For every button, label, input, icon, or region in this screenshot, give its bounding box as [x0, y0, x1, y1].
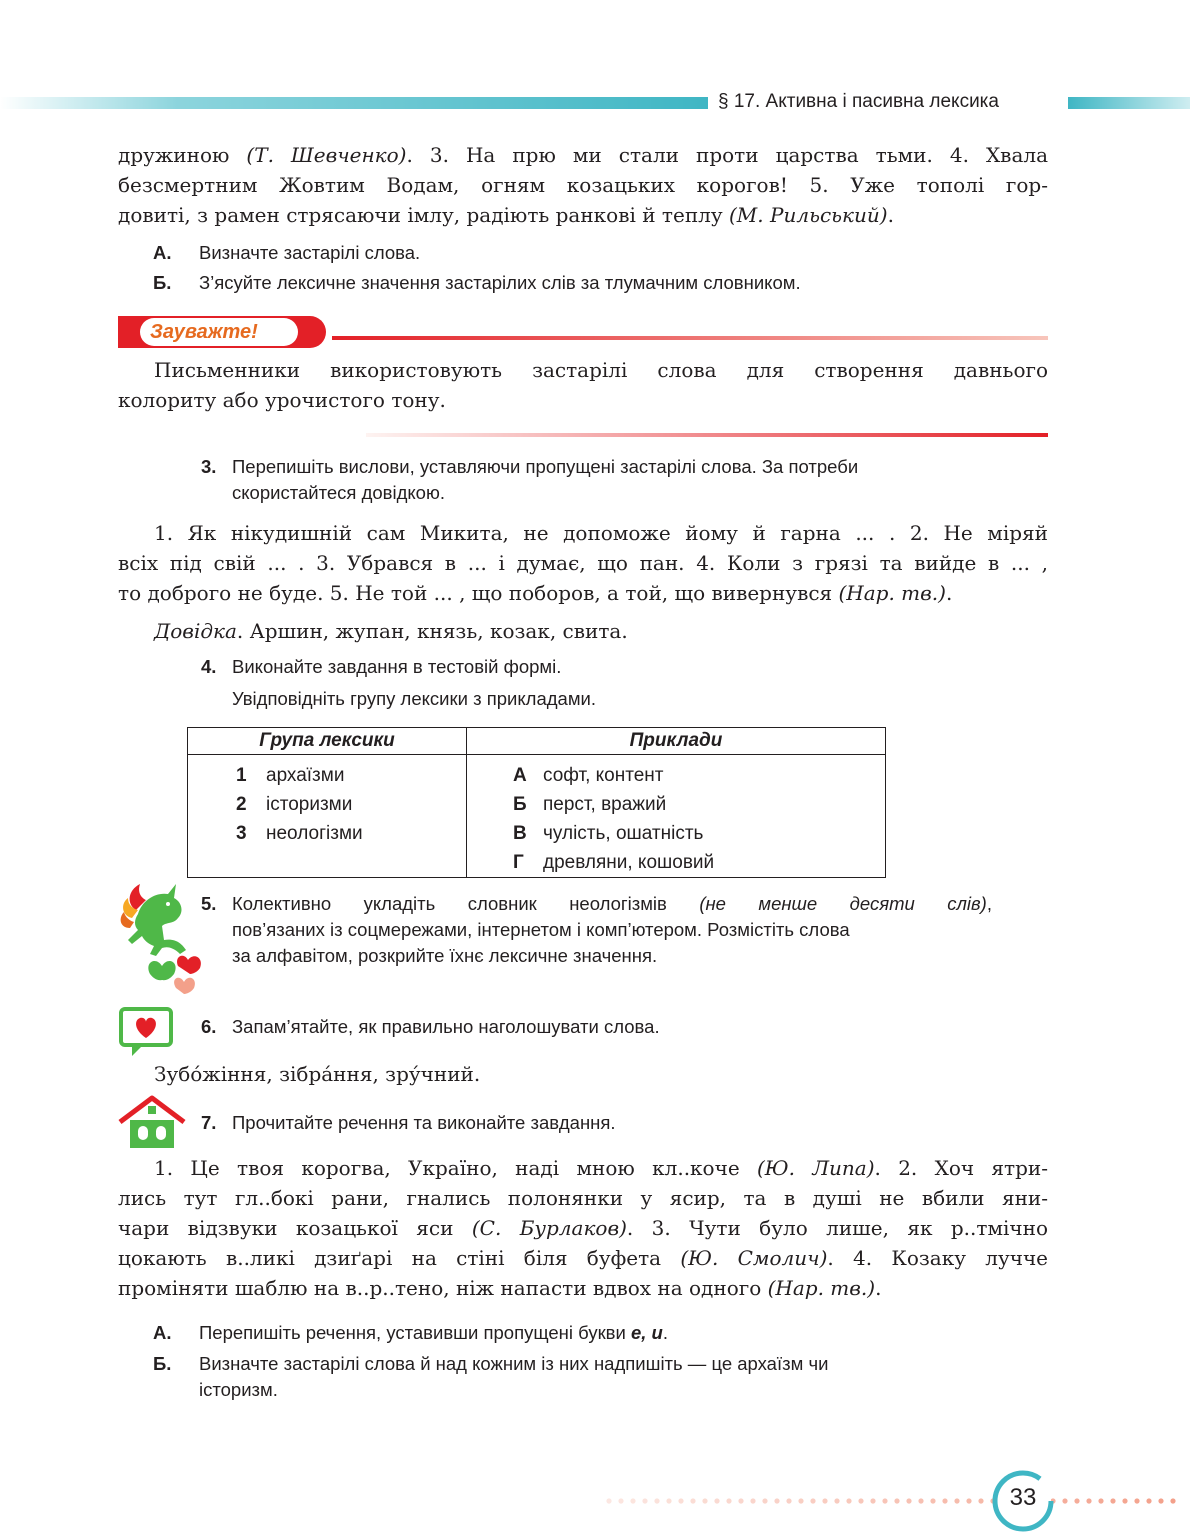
group-row: 1 архаїзми: [236, 765, 345, 786]
task-7-text-4: цокають в..ликі дзиґарі на стіні біля буфета (Ю. Смолич). 4. Козаку лучче: [118, 1246, 1049, 1270]
page-dot: [882, 1498, 887, 1503]
page-dot: [894, 1498, 899, 1503]
page-dot: [1122, 1498, 1127, 1503]
intro-line-1: дружиною (Т. Шевченко). 3. На прю ми стали проти царства тьми. 4. Хвала: [118, 143, 1048, 167]
page-dot: [678, 1498, 683, 1503]
page-dot: [738, 1498, 743, 1503]
page-dot: [930, 1498, 935, 1503]
page-dot: [690, 1498, 695, 1503]
page-dot: [870, 1498, 875, 1503]
task-6-number: 6.: [201, 1016, 217, 1037]
note-line-top: [332, 336, 1048, 340]
task-5-line-3: за алфавітом, розкрийте їхнє лексичне значення.: [232, 945, 658, 966]
page-dot: [666, 1498, 671, 1503]
page-dot: [1110, 1498, 1115, 1503]
group-row: 2 історизми: [236, 794, 353, 815]
task-6-text: Запам’ятайте, як правильно наголошувати слова.: [232, 1016, 660, 1037]
note-line-1: Письменники використовують застарілі слова для створення давнього: [154, 358, 1048, 382]
note-line-2: колориту або урочистого тону.: [118, 388, 446, 412]
task-7-text-2: лись тут гл..бокі рани, гнались полонянки у ясир, та в душі не вбили яни-: [118, 1186, 1048, 1210]
intro-line-3: довиті, з рамен стрясаючи імлу, радіють ранкові й теплу (М. Рильський).: [118, 203, 894, 227]
table-examples-cell: [467, 755, 886, 878]
page-dot: [834, 1498, 839, 1503]
page-dot: [978, 1498, 983, 1503]
intro-line-2: безсмертним Жовтим Водам, огням козацьких корогов! 5. Уже тополі гор-: [118, 173, 1048, 197]
task-4-number: 4.: [201, 656, 217, 677]
page-dot: [1062, 1498, 1067, 1503]
page-dot: [846, 1498, 851, 1503]
task-3-number: 3.: [201, 456, 217, 477]
task-7-subtask-b-line-2: історизм.: [199, 1379, 278, 1400]
task-7-text-3: чари відзвуки козацької яси (С. Бурлаков). 3. Чути було лише, як р..тмічно: [118, 1216, 1049, 1240]
page-dot: [786, 1498, 791, 1503]
page-dot: [822, 1498, 827, 1503]
task-7-text-5: проміняти шаблю на в..р..тено, ніж напасти вдвох на одного (Нар. тв.).: [118, 1276, 882, 1300]
page-dot: [918, 1498, 923, 1503]
task-5-line-1: Колективно укладіть словник неологізмів (не менше десяти слів),: [232, 893, 992, 914]
task-7-text: Прочитайте речення та виконайте завдання.: [232, 1112, 616, 1133]
note-label: Зауважте!: [150, 321, 258, 343]
page-dots: [604, 1496, 1190, 1506]
page-dot: [774, 1498, 779, 1503]
page-dot: [1134, 1498, 1139, 1503]
table-header-examples: Приклади: [467, 728, 886, 755]
header-bar-left: [0, 97, 708, 109]
page-number: 33: [1009, 1484, 1037, 1511]
page-dot: [762, 1498, 767, 1503]
page-dot: [954, 1498, 959, 1503]
page-dot: [810, 1498, 815, 1503]
page-dot: [1158, 1498, 1163, 1503]
task-4-line-1: Виконайте завдання в тестовій формі.: [232, 656, 562, 677]
header-bar-right: [1068, 97, 1190, 109]
page-dot: [642, 1498, 647, 1503]
task-3-reference: Довідка. Аршин, жупан, князь, козак, свита.: [154, 619, 628, 643]
task-5-line-2: пов’язаних із соцмережами, інтернетом і комп’ютером. Розмістіть слова: [232, 919, 850, 940]
page-dot: [1074, 1498, 1079, 1503]
page-dot: [630, 1498, 635, 1503]
section-title: § 17. Активна і пасивна лексика: [718, 91, 999, 112]
task-3-text-3: то доброго не буде. 5. Не той ... , що поборов, а той, що вивернувся (Нар. тв.).: [118, 581, 953, 605]
task-3-text-2: всіх під свій ... . 3. Убрався в ... і думає, що пан. 4. Коли з грязі та вийде в ... ,: [118, 551, 1048, 575]
lexicon-table: [187, 727, 886, 878]
task-7-number: 7.: [201, 1112, 217, 1133]
table-header-group: Група лексики: [188, 728, 467, 755]
unicorn-icon: [116, 870, 206, 1002]
page-dot: [714, 1498, 719, 1503]
page-dot: [750, 1498, 755, 1503]
table-groups-cell: [188, 755, 467, 878]
task-4-line-2: Увідповідніть групу лексики з прикладами.: [232, 688, 597, 709]
page-dot: [966, 1498, 971, 1503]
page-dot: [1170, 1498, 1175, 1503]
task-3-line-1: Перепишіть вислови, уставляючи пропущені застарілі слова. За потреби: [232, 456, 859, 477]
page-dot: [726, 1498, 731, 1503]
task-3-line-2: скористайтеся довідкою.: [232, 482, 445, 503]
task-5-number: 5.: [201, 893, 217, 914]
example-row: Б перст, вражий: [513, 794, 667, 815]
page-dot: [906, 1498, 911, 1503]
page-dot: [618, 1498, 623, 1503]
example-row: А софт, контент: [513, 765, 664, 786]
task-7-text-1: 1. Це твоя корогва, Україно, наді мною кл..коче (Ю. Липа). 2. Хоч ятри-: [154, 1156, 1049, 1180]
page-dot: [702, 1498, 707, 1503]
page-dot: [798, 1498, 803, 1503]
page-dot: [606, 1498, 611, 1503]
page-dot: [1146, 1498, 1151, 1503]
page-dot: [858, 1498, 863, 1503]
task-3-text-1: 1. Як нікудишній сам Микита, не допоможе йому й гарна ... . 2. Не міряй: [154, 521, 1048, 545]
house-icon: [118, 1094, 186, 1150]
page-dot: [942, 1498, 947, 1503]
group-row: 3 неологізми: [236, 823, 363, 844]
task-6-words: Зубо́жіння, зібра́ння, зру́чний.: [154, 1062, 481, 1086]
heart-bubble-icon: [118, 1006, 176, 1058]
note-line-bottom: [366, 433, 1048, 437]
page-dot: [1086, 1498, 1091, 1503]
page-dot: [1098, 1498, 1103, 1503]
example-row: Г древляни, кошовий: [513, 852, 715, 873]
example-row: В чулість, ошатність: [513, 823, 704, 844]
page-dot: [654, 1498, 659, 1503]
